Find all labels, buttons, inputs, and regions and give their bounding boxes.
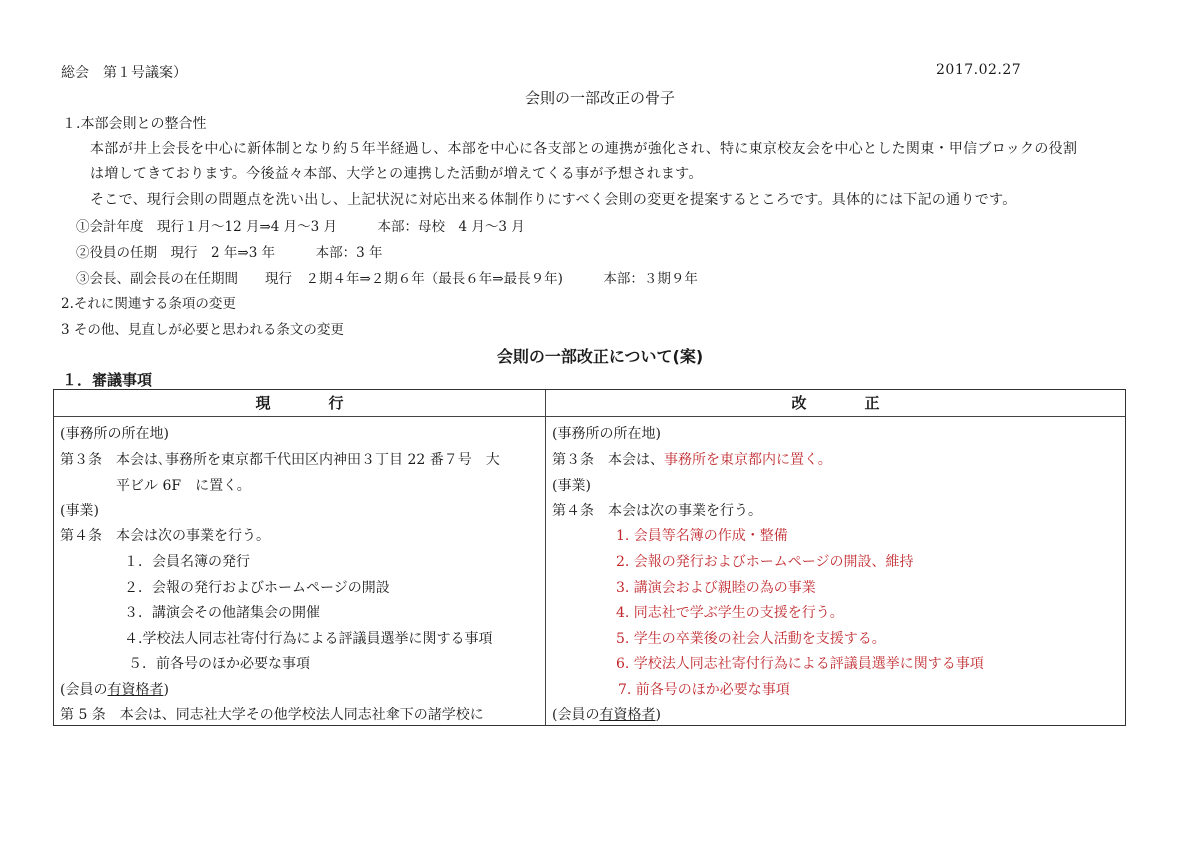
- revised-column: [546, 390, 1125, 725]
- outline-item-fiscal-year: ①会計年度 現行１月～12 月⇒4 月～3 月 本部：母校 4 月～3 月: [76, 219, 525, 235]
- outline-title: 会則の一部改正の骨子: [524, 89, 675, 107]
- paragraph-line: 本部が井上会長を中心に新体制となり約５年半経過し、本部を中心に各支部との連携が強化され、特に東京校友会を中心とした関東・甲信ブロックの役割: [90, 141, 1078, 157]
- member-heading-suffix: ): [655, 707, 661, 723]
- article4: 第４条 本会は次の事業を行う。: [552, 503, 762, 519]
- business-item: 3. 講演会および親睦の為の事業: [616, 580, 816, 596]
- paragraph-line: は増してきております。今後益々本部、大学との連携した活動が増えてくる事が予想されます。: [90, 166, 703, 182]
- business-item: ３．講演会その他諸集会の開催: [124, 605, 320, 621]
- revised-column-header: 改正: [546, 390, 1125, 417]
- proposal-title: 会則の一部改正について(案): [496, 347, 704, 366]
- business-item: ４.学校法人同志社寄付行為による評議員選挙に関する事項: [124, 631, 493, 647]
- member-heading: [60, 679, 169, 699]
- agenda-label: 総会 第１号議案）: [61, 65, 187, 81]
- business-item: 5. 学生の卒業後の社会人活動を支援する。: [616, 631, 886, 647]
- article3: [552, 449, 832, 469]
- article3-line: 第３条 本会は､事務所を東京都千代田区内神田３丁目 22 番７号 大: [60, 452, 500, 468]
- business-item: ２．会報の発行およびホームページの開設: [124, 580, 390, 596]
- business-item: 1. 会員等名簿の作成・整備: [616, 528, 788, 544]
- office-heading: (事務所の所在地): [552, 426, 661, 442]
- article3-prefix: 第３条 本会は、: [552, 452, 664, 468]
- section3-heading: 3 その他、見直しが必要と思われる条文の変更: [61, 322, 344, 338]
- member-heading-prefix: (会員の: [552, 707, 600, 723]
- business-item: 7. 前各号のほか必要な事項: [618, 682, 790, 698]
- document-date: 2017.02.27: [936, 62, 1022, 78]
- paragraph-line: そこで、現行会則の問題点を洗い出し、上記状況に対応出来る体制作りにすべく会則の変更を提案するところです。具体的には下記の通りです。: [90, 192, 1017, 208]
- member-heading: [552, 704, 661, 724]
- deliberation-heading: １．審議事項: [62, 371, 153, 389]
- member-heading-prefix: (会員の: [60, 682, 108, 698]
- business-item: ５．前各号のほか必要な事項: [128, 656, 310, 672]
- outline-item-officer-term: ②役員の任期 現行 2 年⇒3 年 本部：3 年: [76, 245, 383, 261]
- office-heading: (事務所の所在地): [60, 426, 169, 442]
- business-heading: (事業): [552, 478, 591, 494]
- business-item: 4. 同志社で学ぶ学生の支援を行う。: [616, 605, 844, 621]
- current-column: [54, 390, 546, 725]
- comparison-table: [53, 389, 1126, 726]
- business-heading: (事業): [60, 503, 99, 519]
- business-item: 2. 会報の発行およびホームページの開設、維持: [616, 554, 914, 570]
- member-heading-underlined: 有資格者: [107, 682, 164, 698]
- business-item: １．会員名簿の発行: [124, 554, 250, 570]
- section1-heading: １.本部会則との整合性: [62, 116, 207, 132]
- article3-line: 平ビル 6F に置く。: [116, 478, 251, 494]
- outline-item-president-tenure: ③会長、副会長の在任期間 現行 ２期４年⇒２期６年（最長６年⇒最長９年) 本部：３期９年: [76, 271, 698, 287]
- section2-heading: 2.それに関連する条項の変更: [61, 296, 236, 312]
- article4: 第４条 本会は次の事業を行う。: [60, 528, 270, 544]
- current-column-header: 現行: [54, 390, 545, 417]
- article5: 第 5 条 本会は、同志社大学その他学校法人同志社傘下の諸学校に: [60, 707, 484, 723]
- business-item: 6. 学校法人同志社寄付行為による評議員選挙に関する事項: [616, 656, 984, 672]
- article3-changed-text: 事務所を東京都内に置く。: [664, 452, 832, 468]
- member-heading-suffix: ): [163, 682, 169, 698]
- member-heading-underlined: 有資格者: [599, 707, 656, 723]
